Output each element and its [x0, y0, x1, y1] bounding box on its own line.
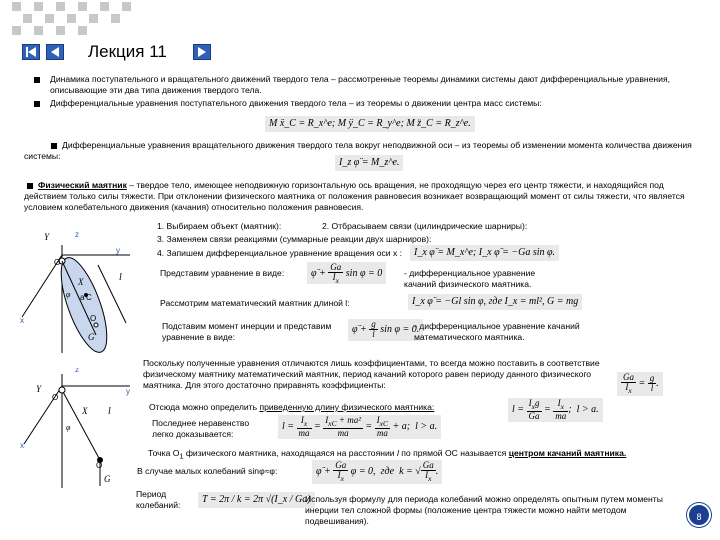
step-4: 4. Запишем дифференциальное уравнение вращения оси x : — [157, 248, 403, 258]
decor-square — [34, 2, 43, 11]
label-z: z — [75, 230, 79, 239]
frac-3: $\frac{I_{xC}}{ma}$ — [376, 415, 388, 438]
decor-square — [122, 2, 131, 11]
period-label: Период колебаний: — [136, 489, 181, 510]
math-pendulum-label: Рассмотрим математический маятник длиной l: — [160, 298, 350, 308]
frac-ga-ix-4: $\frac{Ga}{I_x}$ — [422, 460, 434, 483]
formula-physical-eq: φ̈ + $\frac{Ga}{I_x}$ sin φ = 0 — [307, 262, 386, 284]
page-title: Лекция 11 — [88, 42, 167, 61]
point-o-desc: физического маятника, находящаяся на расстоянии — [183, 448, 397, 458]
arrow-right-icon — [194, 45, 210, 59]
formula-translational: M ẍ_C = R_x^e; M ÿ_C = R_y^e; M z̈_C = R_z^e. — [265, 116, 475, 132]
skip-back-icon — [23, 45, 39, 59]
first-slide-button[interactable] — [22, 44, 40, 60]
frac-ga-ix-2: $\frac{Ga}{I_x}$ — [623, 372, 634, 395]
point-o-text: Точка O — [148, 448, 180, 458]
math-eq-note: - дифференциальное уравнение качаний математического маятника. — [414, 321, 580, 342]
paragraph-translational: Дифференциальные уравнения поступательного движения твердого тела – из теоремы о движении центра масс системы: — [50, 98, 542, 108]
paragraph-rotational: Дифференциальные уравнения вращательного движения твердого тела вокруг неподвижной оси – из теоремы об изменении момента количества движения системы: — [24, 140, 692, 161]
label-x: x — [20, 316, 24, 325]
decor-square — [89, 14, 98, 23]
formula-reduced-length: l = $\frac{I_xg}{Ga}$ = $\frac{I_x}{ma}$ ; l > a. — [508, 398, 603, 422]
label-x0-2: X — [82, 406, 88, 416]
decor-square — [34, 26, 43, 35]
small-oscillations-label: В случае малых колебаний sinφ≈φ: — [137, 466, 278, 476]
label-phi-2: φ — [66, 423, 71, 432]
formula-rotational: I_z φ̈ = M_z^e. — [335, 155, 403, 171]
decorative-square-grid — [0, 0, 150, 40]
point-o-desc2: по прямой ОС называется — [398, 448, 509, 458]
decor-square — [78, 2, 87, 11]
label-y-2: y — [126, 387, 130, 396]
decor-square — [56, 26, 65, 35]
paragraph-dynamics: Динамика поступательного и вращательного движений твердого тела – рассмотренные теоремы динамики системы дают дифференциальные уравнения, описывающие эти два типа движения твердого тела. — [50, 74, 670, 95]
frac-ga-ix: $\frac{Ga}{I_x}$ — [330, 262, 342, 285]
step-3: 3. Заменяем связи реакциями (суммарные реакции двух шарниров): — [157, 234, 432, 244]
decor-square — [56, 2, 65, 11]
frac-1: $\frac{I_x}{ma}$ — [298, 415, 310, 438]
reduced-length-term: приведенную длину физического маятника: — [259, 402, 435, 412]
formula-inequality: l = $\frac{I_x}{ma}$ = $\frac{I_{xC} + ma^2}{ma}$ = $\frac{I_{xC}}{ma}$ + a; l > a. — [278, 415, 441, 439]
label-y: y — [116, 246, 120, 255]
prev-slide-button[interactable] — [46, 44, 64, 60]
represent-label: Представим уравнение в виде: — [160, 268, 285, 278]
decor-square — [12, 2, 21, 11]
decor-square — [12, 26, 21, 35]
formula-rotation-x: I_x φ̈ = M_x^e; I_x φ̈ = −Ga sin φ. — [410, 245, 559, 261]
next-slide-button[interactable] — [193, 44, 211, 60]
label-g-2: G — [104, 474, 111, 484]
formula-math-eq: φ̈ + $\frac{g}{l}$ sin φ = 0. — [348, 319, 423, 341]
page-number-badge: 8 — [687, 503, 711, 527]
decor-square — [23, 14, 32, 23]
label-g: G — [88, 332, 95, 342]
label-a: a — [80, 293, 85, 302]
point-o1 — [94, 323, 98, 327]
label-y0: Y — [44, 232, 50, 242]
reduced-length-label — [149, 402, 434, 413]
mathematical-pendulum-diagram — [18, 368, 146, 493]
frac-ix-ma: $\frac{I_x}{ma}$ — [555, 398, 567, 421]
label-o1-2: O — [96, 461, 103, 470]
physical-eq-note: - дифференциальное уравнение качаний физического маятника. — [404, 268, 536, 289]
decor-square — [67, 14, 76, 23]
label-c: C — [86, 293, 92, 302]
label-phi: φ — [66, 290, 71, 299]
label-o: O — [54, 258, 61, 267]
label-l-2: l — [108, 406, 111, 417]
decor-square — [100, 2, 109, 11]
paragraph-physical-pendulum — [24, 180, 696, 213]
label-l: l — [119, 272, 122, 283]
substitute-label: Подставим момент инерции и представим уравнение в виде: — [162, 321, 332, 342]
point-o-sub: 1 — [179, 452, 184, 461]
formula-coeff: $\frac{Ga}{I_x}$ = $\frac{g}{l}$ . — [617, 372, 663, 396]
paragraph-experimental: Используя формулу для периода колебаний можно определять опытным путем моменты инерции тел сложной формы (положение центра тяжести можно найти методом подвешивания). — [305, 494, 663, 526]
term-physical-pendulum: Физический маятник — [38, 180, 127, 190]
label-x0: X — [78, 277, 84, 287]
frac-2: $\frac{I_{xC} + ma^2}{ma}$ — [325, 415, 361, 438]
label-o1: O — [90, 314, 97, 323]
decor-square — [45, 14, 54, 23]
decor-square — [111, 14, 120, 23]
frac-ga-ix-3: $\frac{Ga}{I_x}$ — [335, 460, 347, 483]
point-o-l: l — [396, 448, 399, 458]
physical-pendulum-diagram — [18, 225, 146, 355]
decor-square — [78, 26, 87, 35]
step-2: 2. Отбрасываем связи (цилиндрические шарниры): — [322, 221, 528, 231]
arrow-left-icon — [47, 45, 63, 59]
reduced-length-text: Отсюда можно определить — [149, 402, 260, 412]
label-z-2: z — [75, 368, 79, 374]
formula-math-pendulum: I_x φ̈ = −Gl sin φ, где I_x = ml², G = mg — [408, 294, 582, 310]
bullet-icon — [34, 101, 40, 107]
formula-period: T = 2π / k = 2π √(I_x / Ga) — [198, 492, 315, 508]
definition-physical-pendulum: – твердое тело, имеющее неподвижную горизонтальную ось вращения, не проходящую через его центр тяжести, и находящийся под действием только силы тяжести. При отклонении физического маятника от положения равновесия возникает возвращающий момент от силы тяжести, что является условием колебательного движения (качания) относительно положения равновесия. — [24, 180, 685, 212]
frac-g-l: $\frac{g}{l}$ — [371, 319, 376, 339]
label-o-2: O — [52, 393, 59, 402]
label-x-2: x — [20, 441, 24, 450]
pivot-o-2 — [59, 387, 65, 393]
step-1: 1. Выбираем объект (маятник): — [157, 221, 282, 231]
center-oscillation-term: центром качаний маятника. — [508, 448, 627, 458]
formula-small-osc: φ̈ + $\frac{Ga}{I_x}$ φ = 0, где k = √ $\frac{Ga}{I_x}$ . — [312, 460, 442, 484]
label-y0-2: Y — [36, 384, 42, 394]
paragraph-correspondence: Поскольку полученные уравнения отличаются лишь коэффициентами, то всегда можно поставить в соответствие физическому маятнику математический маятник, период качаний которого равен периоду данного физического маятника. Для этого достаточно приравнять коэффициенты: — [143, 358, 600, 390]
frac-g-l-2: $\frac{g}{l}$ — [649, 373, 655, 394]
frac-ixg-ga: $\frac{I_xg}{Ga}$ — [528, 398, 540, 421]
inequality-label: Последнее неравенство легко доказывается: — [152, 418, 250, 439]
bullet-icon — [34, 77, 40, 83]
